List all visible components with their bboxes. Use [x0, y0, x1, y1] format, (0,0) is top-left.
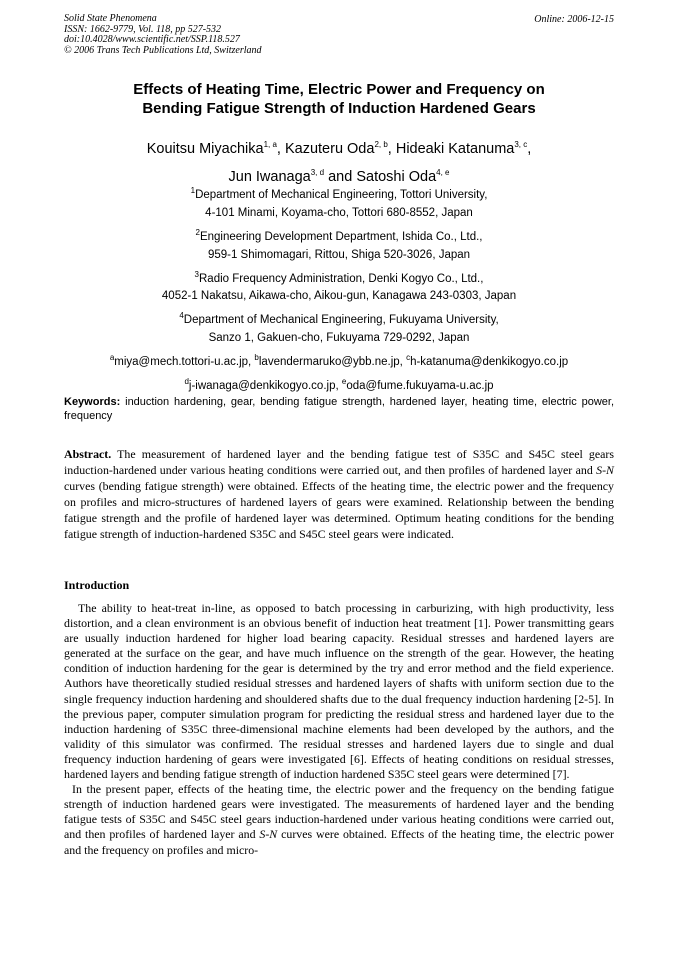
- online-date: Online: 2006-12-15: [534, 14, 614, 25]
- intro-paragraph-2: [64, 782, 614, 857]
- author-name: Kouitsu Miyachika: [146, 140, 264, 157]
- affiliation-1: [64, 182, 614, 222]
- email-line-2: [64, 373, 614, 395]
- author-name: Hideaki Katanuma: [395, 140, 515, 157]
- issn-line: ISSN: 1662-9779, Vol. 118, pp 527-532: [64, 23, 222, 35]
- email-address: h-katanuma@denkikogyo.co.jp: [410, 356, 569, 369]
- author-line-1: [64, 133, 614, 161]
- affiliation-sup: 3: [194, 269, 199, 279]
- affiliation-address: Sanzo 1, Gakuen-cho, Fukuyama 729-0292, Japan: [208, 332, 470, 345]
- author-list: [64, 133, 614, 189]
- author-sup: 4, e: [436, 167, 450, 177]
- abstract-label: Abstract.: [64, 447, 112, 461]
- email-sup: b: [254, 353, 259, 363]
- affiliation-3: [64, 266, 614, 306]
- author-sup: 2, b: [374, 140, 388, 149]
- affiliation-address: 4-101 Minami, Koyama-cho, Tottori 680-8552, Japan: [205, 206, 473, 219]
- author-sup: 1, a: [263, 140, 277, 149]
- journal-header: [64, 14, 262, 56]
- affiliation-line: Radio Frequency Administration, Denki Kogyo Co., Ltd.,: [199, 272, 484, 285]
- abstract-text: The measurement of hardened layer and the bending fatigue test of S35C and S45C steel gears induction-hardened under various heating conditions were carried out, and then profiles of hardened layer and: [64, 447, 614, 477]
- email-sup: e: [341, 377, 347, 387]
- intro-text: curves were obtained. Effects of the heating time, the electric power and the frequency on profiles and micro-: [64, 827, 614, 857]
- abstract-text: curves (bending fatigue strength) were obtained. Effects of the heating time, the electric power and the frequency on profiles and micro-structures of hardened layers of gears were examined. Relationship between the bending fatigue strength and the profile of hardened layer was determined. Optimum heating conditions for the bending fatigue strength of induction-hardened S35C and S45C steel gears were indicated.: [64, 479, 614, 541]
- intro-text: In the present paper, effects of the heating time, the electric power and the frequency on the bending fatigue strength of induction hardened gears were investigated. The measurements of hardened layer and the bending fatigue tests of S35C and S45C steel gears induction-hardened under various heating conditions were carried out, and then profiles of hardened layer and: [64, 782, 614, 842]
- affiliation-line: Department of Mechanical Engineering, Tottori University,: [195, 188, 488, 201]
- affiliation-line: Department of Mechanical Engineering, Fukuyama University,: [183, 314, 499, 327]
- sn-italic: S-N: [596, 463, 614, 477]
- introduction-body: [64, 601, 614, 858]
- email-sup: a: [109, 353, 115, 363]
- copyright-line: © 2006 Trans Tech Publications Ltd, Switzerland: [64, 44, 262, 56]
- affiliation-line: Engineering Development Department, Ishida Co., Ltd.,: [199, 230, 483, 243]
- author-name: Satoshi Oda: [356, 168, 437, 185]
- author-sup: 3, c: [514, 140, 528, 149]
- affiliation-address: 4052-1 Nakatsu, Aikawa-cho, Aikou-gun, Kanagawa 243-0303, Japan: [161, 290, 517, 303]
- abstract-section: [64, 446, 614, 542]
- email-address: j-iwanaga@denkikogyo.co.jp,: [188, 379, 342, 392]
- doi-line: doi:10.4028/www.scientific.net/SSP.118.527: [64, 34, 240, 45]
- email-address: lavendermaruko@ybb.ne.jp,: [258, 356, 407, 369]
- author-sep: ,: [387, 140, 396, 157]
- author-sep: and: [324, 168, 357, 185]
- title-line-2: Bending Fatigue Strength of Induction Hardened Gears: [142, 100, 536, 117]
- journal-name: Solid State Phenomena: [64, 13, 157, 24]
- paper-title: [64, 80, 614, 118]
- affiliation-sup: 2: [195, 227, 200, 237]
- author-name: Jun Iwanaga: [228, 168, 311, 185]
- author-name: Kazuteru Oda: [284, 140, 375, 157]
- email-address: oda@fume.fukuyama-u.ac.jp: [346, 379, 494, 392]
- affiliation-sup: 4: [179, 311, 184, 321]
- keywords-label: Keywords:: [64, 396, 121, 408]
- intro-paragraph-1: The ability to heat-treat in-line, as opposed to batch processing in carburizing, with high productivity, less distortion, and a clean environment is an obvious benefit of induction heat treatment [1]. Power transmitting gears are usually induction hardened for higher load bearing capacity. Residual stresses and hardened layers are generated at the surface on the gear, and have much influence on the strength of the gear. However, the heating condition of induction hardening for the gear is determined by the try and error method and the field experience. Authors have theoretically studied residual stresses and hardened layers of shafts with uniform section due to the single frequency induction hardening and shouldered shafts due to the dual frequency induction hardening [2-5]. In the previous paper, computer simulation program for predicting the residual stress and hardened layer due to the induction hardening of S35C three-dimensional machine elements had been developed by the authors, and the validity of this simulator was confirmed. The residual stresses and hardened layers due to single and dual frequency induction hardening of gears were investigated [6]. Effects of heating conditions on residual stresses, hardened layers and bending fatigue strength of induction hardened S35C steel gears were determined [7].: [64, 601, 614, 782]
- affiliation-2: [64, 224, 614, 264]
- keywords-text: induction hardening, gear, bending fatigue strength, hardened layer, heating time, electric power, frequency: [64, 396, 614, 422]
- keywords-section: [64, 395, 614, 423]
- sn-italic: S-N: [259, 827, 278, 842]
- email-sup: c: [406, 353, 411, 363]
- author-sup: 3, d: [310, 167, 325, 177]
- affiliation-address: 959-1 Shimomagari, Rittou, Shiga 520-3026, Japan: [207, 248, 471, 261]
- email-address: miya@mech.tottori-u.ac.jp,: [114, 356, 255, 369]
- email-line-1: [64, 349, 614, 371]
- section-heading: Introduction: [64, 578, 130, 592]
- affiliation-sup: 1: [190, 186, 196, 195]
- title-line-1: Effects of Heating Time, Electric Power and Frequency on: [133, 81, 545, 98]
- author-sep: ,: [276, 140, 285, 157]
- author-sep: ,: [527, 140, 532, 157]
- email-sup: d: [184, 377, 189, 387]
- affiliations: [64, 182, 614, 395]
- affiliation-4: [64, 307, 614, 347]
